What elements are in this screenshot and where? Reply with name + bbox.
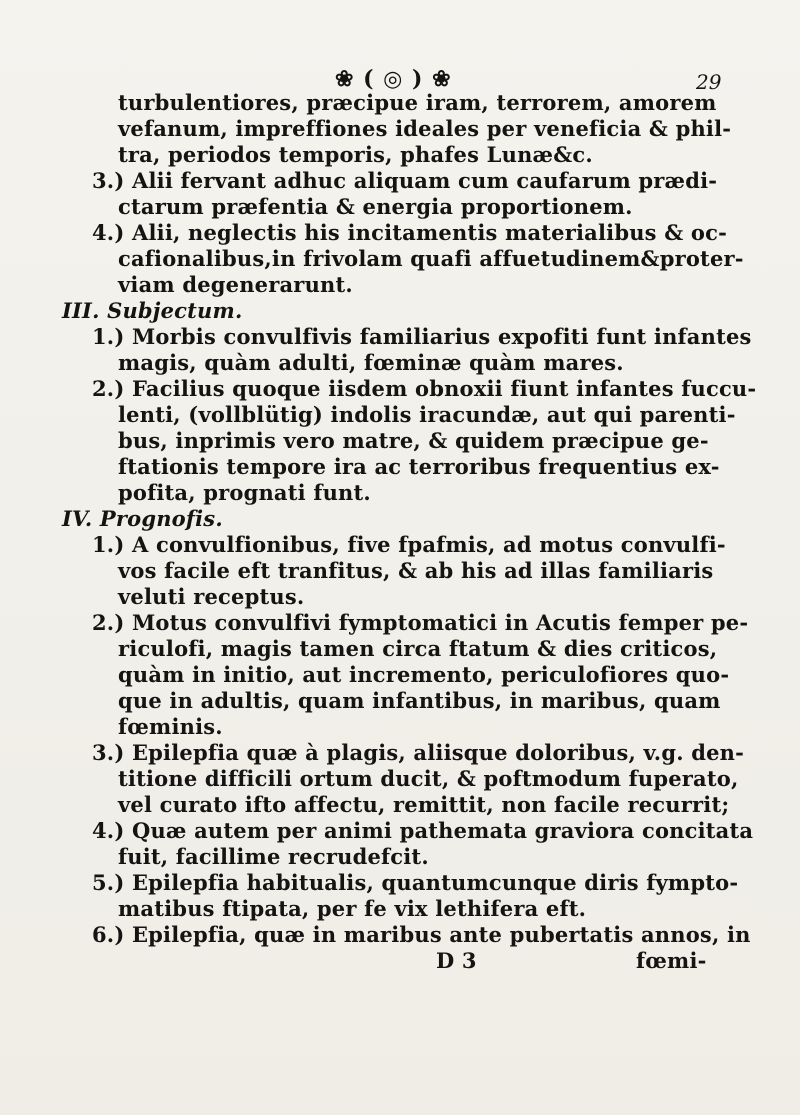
text-line: 4.) Alii, neglectis his incitamentis materialibus & oc- xyxy=(92,220,727,245)
text-line: vel curato ifto affectu, remittit, non facile recurrit; xyxy=(118,792,730,817)
text-line: vos facile eft tranfitus, & ab his ad illas familiaris xyxy=(118,558,714,583)
catchword: fœmi- xyxy=(636,948,707,973)
text-line: ctarum præfentia & energia proportionem. xyxy=(118,194,633,219)
text-line: lenti, (vollblütig) indolis iracundæ, aut qui parenti- xyxy=(118,402,736,427)
text-line: 5.) Epilepfia habitualis, quantumcunque diris fympto- xyxy=(92,870,739,895)
text-line: matibus ftipata, per fe vix lethifera eft. xyxy=(118,896,587,921)
text-line: tra, periodos temporis, phafes Lunæ&c. xyxy=(118,142,593,167)
text-line: fuit, facillime recrudefcit. xyxy=(118,844,429,869)
text-line: 3.) Alii fervant adhuc aliquam cum caufarum prædi- xyxy=(92,168,718,193)
text-line: pofita, prognati funt. xyxy=(118,480,371,505)
text-line: 2.) Motus convulfivi fymptomatici in Acutis femper pe- xyxy=(92,610,749,635)
text-line: magis, quàm adulti, fœminæ quàm mares. xyxy=(118,350,624,375)
section-heading: III. Subjectum. xyxy=(62,298,243,323)
text-line: 3.) Epilepfia quæ à plagis, aliisque doloribus, v.g. den- xyxy=(92,740,745,765)
text-line: titione difficili ortum ducit, & poftmodum fuperato, xyxy=(118,766,739,791)
text-line: 4.) Quæ autem per animi pathemata graviora concitata xyxy=(92,818,754,843)
text-line: 2.) Facilius quoque iisdem obnoxii fiunt infantes fuccu- xyxy=(92,376,757,401)
text-line: viam degenerarunt. xyxy=(118,272,353,297)
text-line: 6.) Epilepfia, quæ in maribus ante pubertatis annos, in xyxy=(92,922,751,947)
text-line: veluti receptus. xyxy=(118,584,305,609)
text-line: turbulentiores, præcipue iram, terrorem, amorem xyxy=(118,90,717,115)
text-line: riculofi, magis tamen circa ftatum & dies criticos, xyxy=(118,636,718,661)
text-line: fœminis. xyxy=(118,714,223,739)
text-line: cafionalibus,in frivolam quafi affuetudinem&proter- xyxy=(118,246,744,271)
text-line: que in adultis, quam infantibus, in maribus, quam xyxy=(118,688,721,713)
text-line: 1.) A convulfionibus, five fpafmis, ad motus convulfi- xyxy=(92,532,726,557)
text-line: bus, inprimis vero matre, & quidem præcipue ge- xyxy=(118,428,709,453)
header-ornament: ❀ ( ◎ ) ❀ xyxy=(335,66,452,92)
page-number: 29 xyxy=(696,70,722,94)
text-line: vefanum, impreffiones ideales per veneficia & phil- xyxy=(118,116,732,141)
text-line: 1.) Morbis convulfivis familiarius expofiti funt infantes xyxy=(92,324,752,349)
text-line: ftationis tempore ira ac terroribus frequentius ex- xyxy=(118,454,720,479)
signature-mark: D 3 xyxy=(436,948,477,973)
text-line: quàm in initio, aut incremento, periculofiores quo- xyxy=(118,662,730,687)
section-heading: IV. Prognofis. xyxy=(62,506,223,531)
